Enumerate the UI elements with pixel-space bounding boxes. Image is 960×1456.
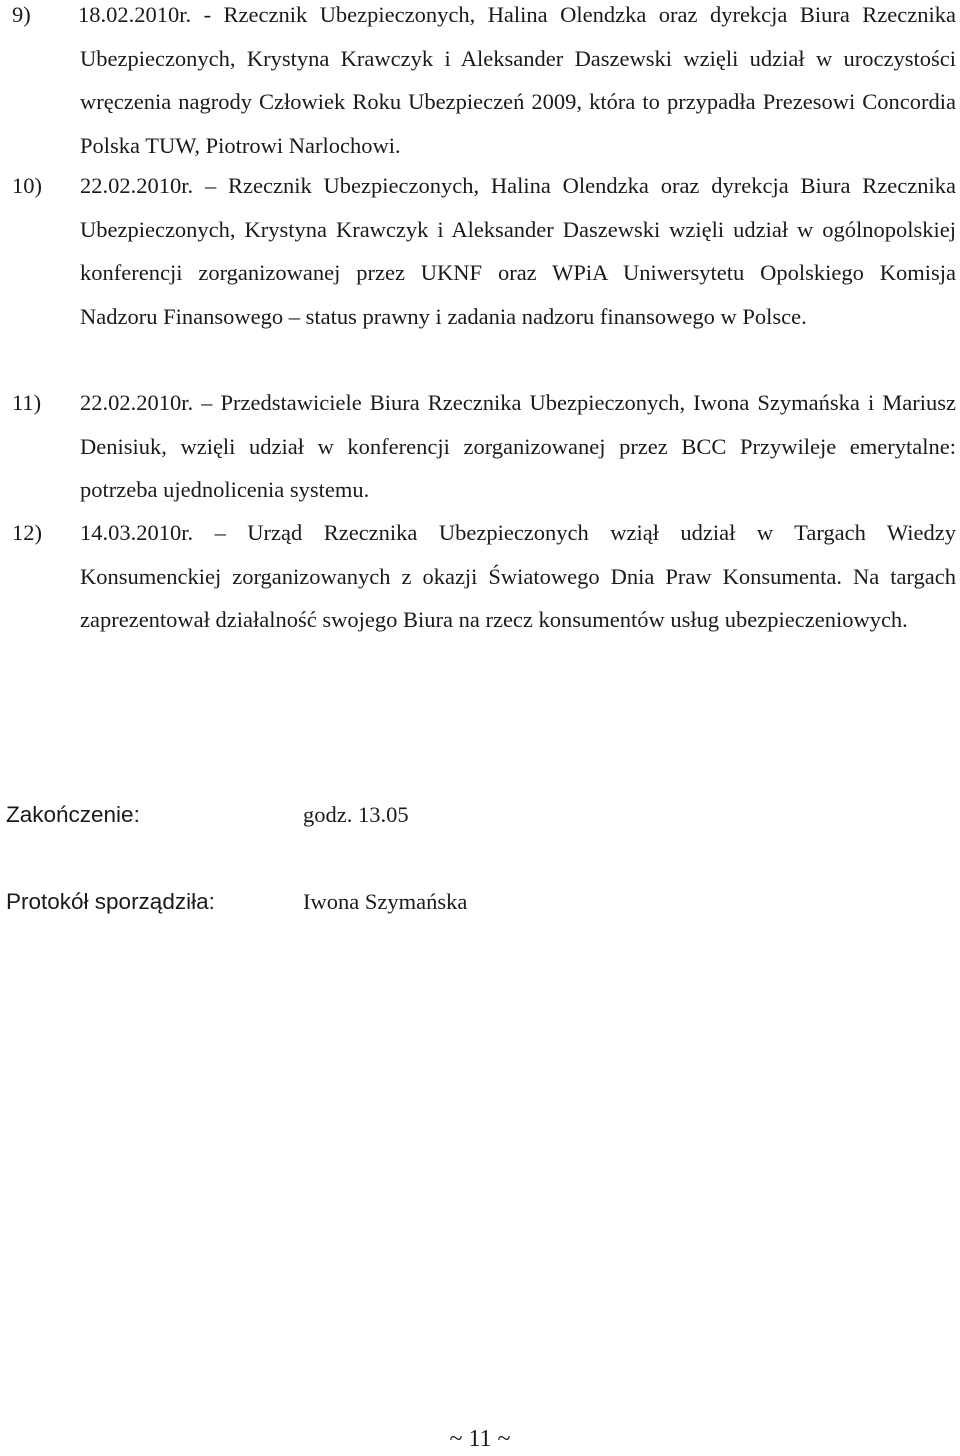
end-time-row — [6, 800, 409, 830]
item-text: 18.02.2010r. - Rzecznik Ubezpieczonych, Halina Olendzka oraz dyrekcja Biura Rzecznika Ubezpieczonych, Krystyna Krawczyk i Aleksander Daszewski wzięli udział w uroczystości wręczenia nagrody Człowiek Roku Ubezpieczeń 2009, która to przypadła Prezesowi Concordia Polska TUW, Piotrowi Narlochowi. — [78, 2, 956, 158]
end-time-value: godz. 13.05 — [303, 802, 409, 827]
item-number: 10) — [12, 173, 42, 198]
list-item — [0, 0, 956, 167]
item-number: 9) — [12, 2, 31, 27]
item-number: 11) — [12, 390, 42, 415]
list-item — [0, 511, 956, 642]
item-number: 12) — [12, 520, 42, 545]
author-label: Protokół sporządziła: — [6, 889, 215, 914]
end-time-label: Zakończenie: — [6, 802, 140, 827]
list-item — [0, 381, 956, 512]
author-value: Iwona Szymańska — [303, 889, 468, 914]
list-item — [0, 164, 956, 338]
item-text: 22.02.2010r. – Przedstawiciele Biura Rzecznika Ubezpieczonych, Iwona Szymańska i Mariusz Denisiuk, wzięli udział w konferencji zorganizowanej przez BCC Przywileje emerytalne: potrzeba ujednolicenia systemu. — [80, 390, 956, 502]
page-number: ~ 11 ~ — [449, 1426, 511, 1452]
item-text: 14.03.2010r. – Urząd Rzecznika Ubezpieczonych wziął udział w Targach Wiedzy Konsumenckiej zorganizowanych z okazji Światowego Dnia Praw Konsumenta. Na targach zaprezentował działalność swojego Biura na rzecz konsumentów usług ubezpieczeniowych. — [80, 520, 956, 632]
author-row — [6, 887, 468, 917]
item-text: 22.02.2010r. – Rzecznik Ubezpieczonych, Halina Olendzka oraz dyrekcja Biura Rzecznika Ubezpieczonych, Krystyna Krawczyk i Aleksander Daszewski wzięli udział w ogólnopolskiej konferencji zorganizowanej przez UKNF oraz WPiA Uniwersytetu Opolskiego Komisja Nadzoru Finansowego – status prawny i zadania nadzoru finansowego w Polsce. — [80, 173, 956, 329]
